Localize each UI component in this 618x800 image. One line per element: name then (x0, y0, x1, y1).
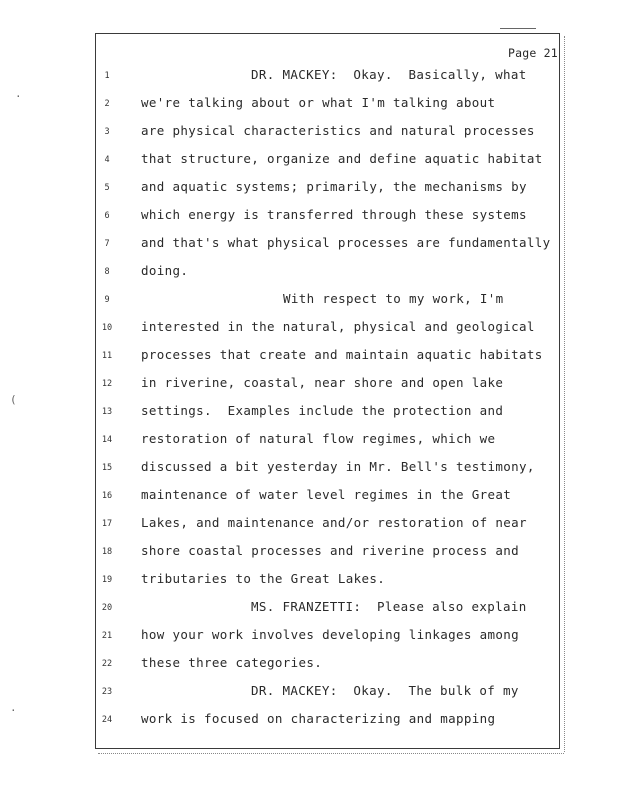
line-number: 22 (101, 659, 113, 669)
line-number: 23 (101, 687, 113, 697)
transcript-line (0, 319, 618, 341)
line-text: maintenance of water level regimes in the Great (141, 487, 512, 502)
line-text: interested in the natural, physical and geological (141, 319, 535, 334)
line-text: settings. Examples include the protection and (141, 403, 504, 418)
line-text: DR. MACKEY: Okay. The bulk of my (251, 683, 519, 698)
transcript-line (0, 235, 618, 257)
line-number: 13 (101, 407, 113, 417)
line-number: 16 (101, 491, 113, 501)
line-number: 1 (104, 71, 110, 81)
margin-speck: · (10, 704, 17, 717)
page-number: Page 21 (508, 46, 558, 60)
line-number: 2 (104, 99, 110, 109)
transcript-line (0, 263, 618, 285)
frame-shadow-bottom (98, 749, 564, 754)
line-text: shore coastal processes and riverine process and (141, 543, 520, 558)
line-text: we're talking about or what I'm talking about (141, 95, 496, 110)
line-text: restoration of natural flow regimes, which we (141, 431, 496, 446)
transcript-line (0, 431, 618, 453)
transcript-line (0, 543, 618, 565)
line-text: work is focused on characterizing and mapping (141, 711, 496, 726)
line-number: 4 (104, 155, 110, 165)
line-number: 7 (104, 239, 110, 249)
line-text: are physical characteristics and natural processes (141, 123, 535, 138)
line-text: and that's what physical processes are fundamentally (141, 235, 551, 250)
line-number: 18 (101, 547, 113, 557)
line-number: 9 (104, 295, 110, 305)
transcript-line (0, 683, 618, 705)
transcript-line (0, 515, 618, 537)
transcript-line (0, 123, 618, 145)
line-number: 15 (101, 463, 113, 473)
line-number: 6 (104, 211, 110, 221)
line-text: in riverine, coastal, near shore and open lake (141, 375, 504, 390)
line-text: MS. FRANZETTI: Please also explain (251, 599, 527, 614)
transcript-line (0, 599, 618, 621)
transcript-line (0, 151, 618, 173)
margin-paren-mark: ( (10, 393, 17, 406)
transcript-line (0, 67, 618, 89)
transcript-line (0, 207, 618, 229)
line-text: and aquatic systems; primarily, the mechanisms by (141, 179, 527, 194)
line-text: which energy is transferred through these systems (141, 207, 527, 222)
transcript-line (0, 627, 618, 649)
transcript-line (0, 459, 618, 481)
transcript-line (0, 711, 618, 733)
line-number: 12 (101, 379, 113, 389)
line-text: these three categories. (141, 655, 323, 670)
top-edge-mark (500, 28, 536, 29)
transcript-line (0, 403, 618, 425)
transcript-line (0, 571, 618, 593)
transcript-line (0, 375, 618, 397)
line-number: 24 (101, 715, 113, 725)
line-text: discussed a bit yesterday in Mr. Bell's testimony, (141, 459, 535, 474)
line-text: With respect to my work, I'm (283, 291, 504, 306)
line-number: 17 (101, 519, 113, 529)
line-number: 3 (104, 127, 110, 137)
line-text: tributaries to the Great Lakes. (141, 571, 386, 586)
transcript-line (0, 179, 618, 201)
line-text: how your work involves developing linkages among (141, 627, 520, 642)
transcript-line (0, 291, 618, 313)
line-number: 5 (104, 183, 110, 193)
line-number: 11 (101, 351, 113, 361)
line-number: 14 (101, 435, 113, 445)
line-text: Lakes, and maintenance and/or restoration of near (141, 515, 527, 530)
line-number: 8 (104, 267, 110, 277)
transcript-line (0, 347, 618, 369)
line-text: DR. MACKEY: Okay. Basically, what (251, 67, 527, 82)
transcript-line (0, 95, 618, 117)
line-number: 19 (101, 575, 113, 585)
transcript-line (0, 487, 618, 509)
line-text: that structure, organize and define aquatic habitat (141, 151, 543, 166)
line-number: 21 (101, 631, 113, 641)
line-text: processes that create and maintain aquatic habitats (141, 347, 543, 362)
margin-speck: · (15, 90, 22, 103)
line-text: doing. (141, 263, 189, 278)
line-number: 10 (101, 323, 113, 333)
line-number: 20 (101, 603, 113, 613)
transcript-line (0, 655, 618, 677)
